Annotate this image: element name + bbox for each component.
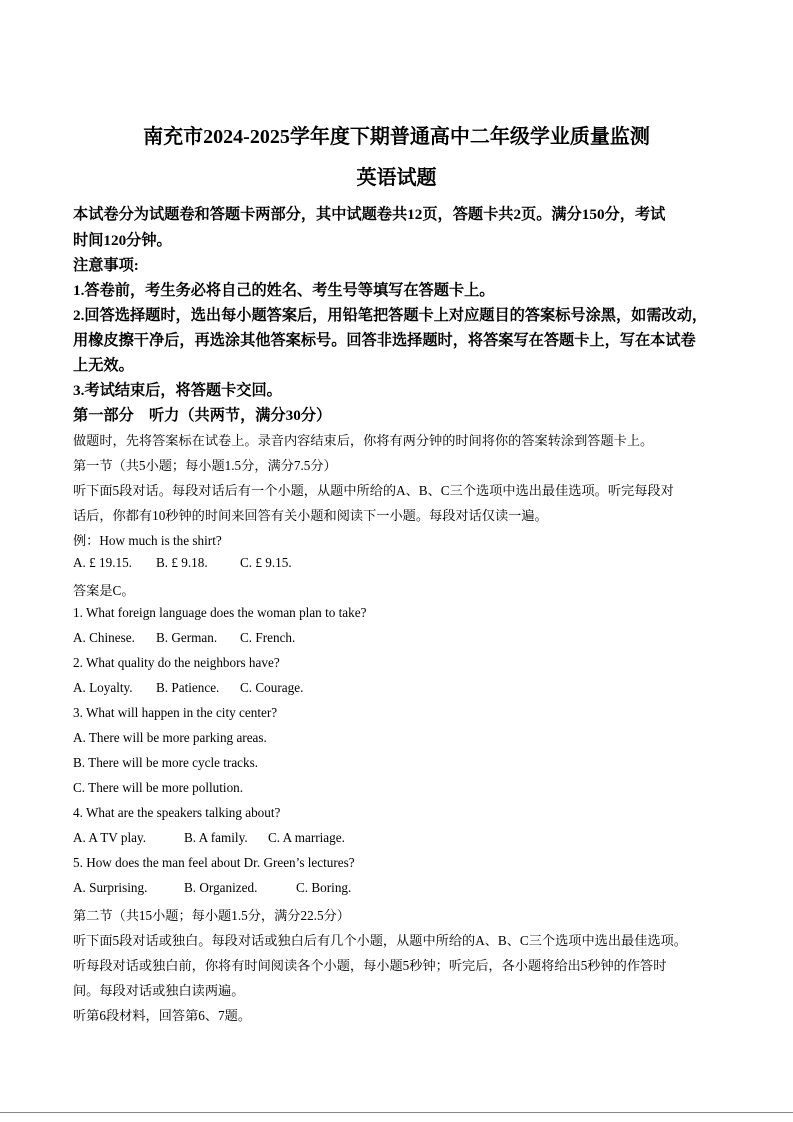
q3-option-a: A. There will be more parking areas. [73,730,267,745]
section1-instruction-line-2: 话后，你都有10秒钟的时间来回答有关小题和阅读下一小题。每段对话仅读一遍。 [73,508,548,523]
section2-instruction-line-3: 间。每段对话或独白读两遍。 [73,983,245,998]
q4-option-a: A. A TV play. [73,830,147,845]
example-answer: 答案是C。 [73,583,135,598]
question-3: 3. What will happen in the city center? [73,705,278,720]
q1-option-b: B. German. [156,630,218,645]
intro-line-1: 本试卷分为试题卷和答题卡两部分，其中试题卷共12页，答题卡共2页。满分150分，考试 [73,206,666,223]
part1-instruction: 做题时，先将答案标在试卷上。录音内容结束后，你将有两分钟的时间将你的答案转涂到答题卡上。 [73,433,654,448]
example-option-c: C. £ 9.15. [240,555,292,570]
material-6-heading: 听第6段材料，回答第6、7题。 [73,1008,252,1023]
notice-2-line-2: 用橡皮擦干净后，再选涂其他答案标号。回答非选择题时，将答案写在答题卡上，写在本试卷 [73,332,696,349]
question-4: 4. What are the speakers talking about? [73,805,281,820]
q4-option-c: C. A marriage. [268,830,345,845]
section2-instruction-line-1: 听下面5段对话或独白。每段对话或独白后有几个小题，从题中所给的A、B、C三个选项中选出最佳选项。 [73,933,687,948]
q2-option-b: B. Patience. [156,680,220,695]
section2-title: 第二节（共15小题；每小题1.5分，满分22.5分） [73,908,350,923]
question-1-options [73,630,723,646]
q5-option-c: C. Boring. [296,880,352,895]
exam-subtitle: 英语试题 [356,167,437,189]
q1-option-c: C. French. [240,630,296,645]
section1-instruction-line-1: 听下面5段对话。每段对话后有一个小题，从题中所给的A、B、C三个选项中选出最佳选项。听完每段对 [73,483,674,498]
q5-option-a: A. Surprising. [73,880,148,895]
question-5: 5. How does the man feel about Dr. Green’s lectures? [73,855,355,870]
notice-title: 注意事项: [73,257,139,274]
q4-option-b: B. A family. [184,830,248,845]
example-question: 例：How much is the shirt? [73,533,222,548]
q2-option-a: A. Loyalty. [73,680,133,695]
question-2-options [73,680,723,696]
section2-instruction-line-2: 听每段对话或独白前，你将有时间阅读各个小题，每小题5秒钟；听完后，各小题将给出5秒钟的作答时 [73,958,667,973]
q3-option-c: C. There will be more pollution. [73,780,244,795]
intro-line-2: 时间120分钟。 [73,232,172,249]
exam-title: 南充市2024-2025学年度下期普通高中二年级学业质量监测 [143,126,650,148]
part1-title: 第一部分 听力（共两节，满分30分） [73,407,332,424]
q3-option-b: B. There will be more cycle tracks. [73,755,259,770]
notice-2-line-3: 上无效。 [73,357,134,374]
page-separator [0,1112,793,1113]
notice-2-line-1: 2.回答选择题时，选出每小题答案后，用铅笔把答题卡上对应题目的答案标号涂黑，如需改动， [73,307,708,324]
q2-option-c: C. Courage. [240,680,304,695]
notice-1: 1.答卷前，考生务必将自己的姓名、考生号等填写在答题卡上。 [73,282,495,299]
example-options [73,555,723,571]
example-option-b: B. £ 9.18. [156,555,208,570]
notice-3: 3.考试结束后，将答题卡交回。 [73,382,282,399]
question-2: 2. What quality do the neighbors have? [73,655,280,670]
question-5-options [73,880,723,896]
q5-option-b: B. Organized. [184,880,258,895]
example-option-a: A. £ 19.15. [73,555,132,570]
section1-title: 第一节（共5小题；每小题1.5分，满分7.5分） [73,458,337,473]
q1-option-a: A. Chinese. [73,630,135,645]
question-1: 1. What foreign language does the woman plan to take? [73,605,367,620]
question-4-options [73,830,723,846]
